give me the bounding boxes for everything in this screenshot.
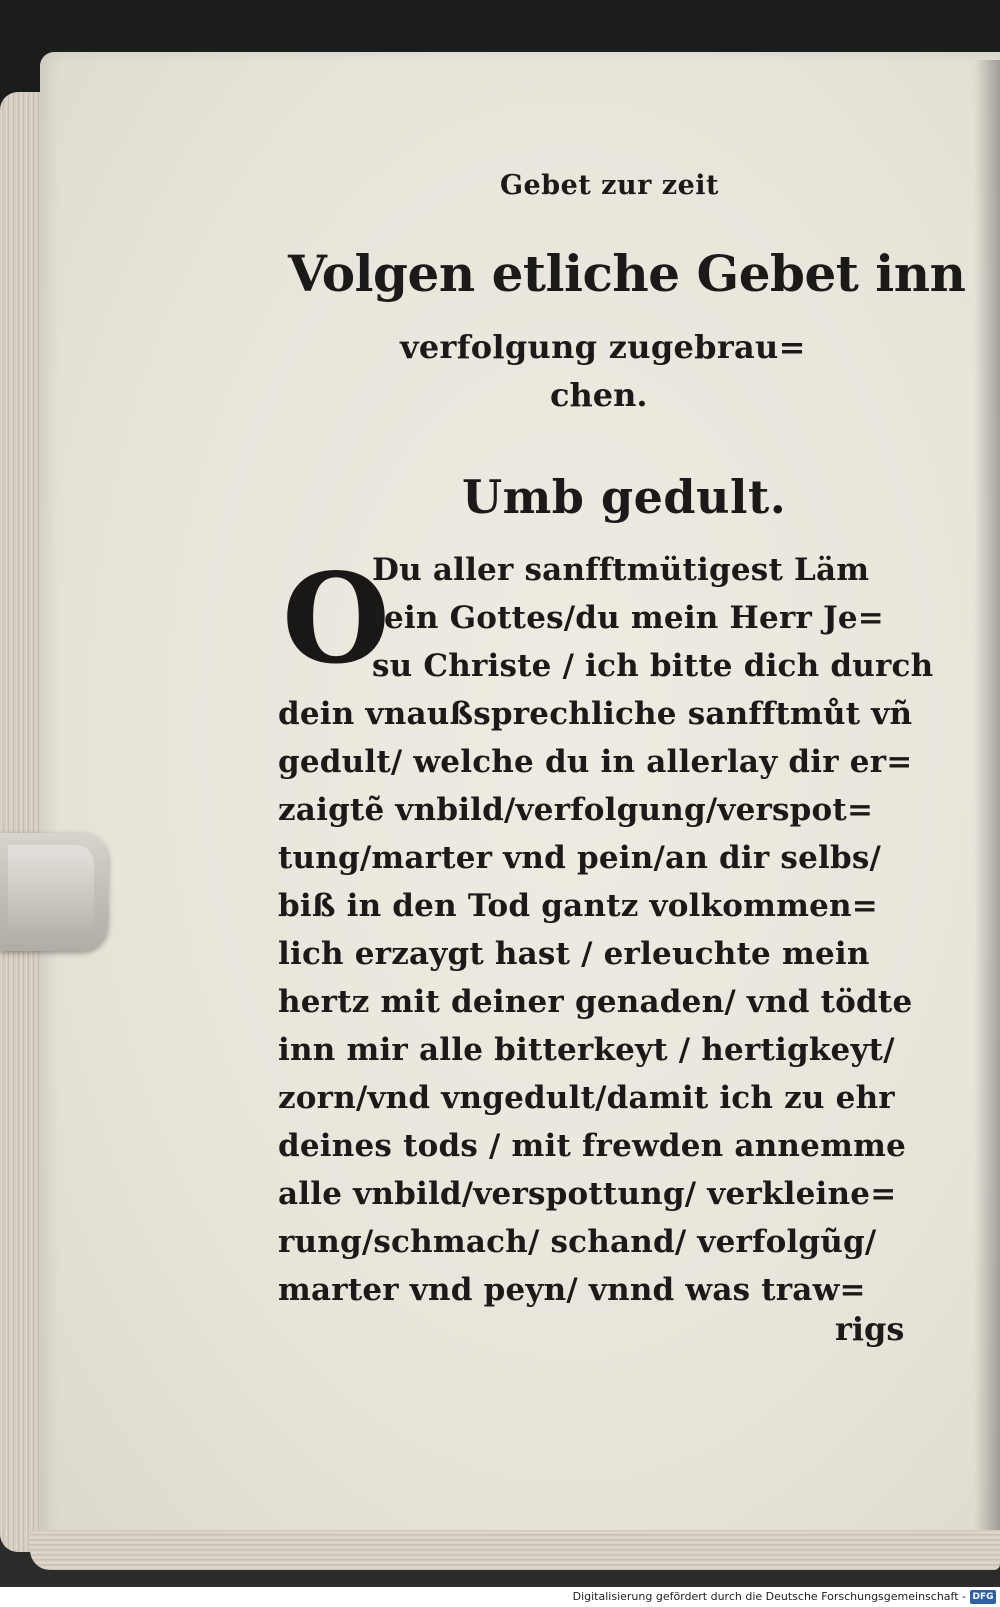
- body-line: alle vnbild/verspottung/ verkleine=: [278, 1176, 897, 1212]
- body-line: dein vnaußsprechliche sanfftmůt vñ: [278, 696, 913, 732]
- title-line-3: chen.: [550, 376, 648, 414]
- footer-credit-text: Digitalisierung gefördert durch die Deutsche Forschungsgemeinschaft -: [572, 1590, 966, 1603]
- title-line-1: Volgen etliche Gebet inn: [288, 244, 966, 303]
- running-head: Gebet zur zeit: [500, 170, 719, 201]
- body-line: deines tods / mit frewden annemme: [278, 1128, 907, 1164]
- title-line-2: verfolgung zugebrau=: [400, 328, 806, 366]
- body-line: biß in den Tod gantz volkommen=: [278, 888, 878, 924]
- drop-cap-initial: O: [282, 547, 391, 692]
- body-line: lein Gottes/du mein Herr Je=: [372, 600, 884, 636]
- body-line: rung/schmach/ schand/ verfolgũg/: [278, 1224, 877, 1260]
- body-line: marter vnd peyn/ vnnd was traw=: [278, 1272, 866, 1308]
- body-line: inn mir alle bitterkeyt / hertigkeyt/: [278, 1032, 895, 1068]
- body-line: gedult/ welche du in allerlay dir er=: [278, 744, 913, 780]
- body-line: zorn/vnd vngedult/damit ich zu ehr: [278, 1080, 895, 1116]
- body-line: Du aller sanfftmütigest Läm: [372, 552, 870, 588]
- body-line: tung/marter vnd pein/an dir selbs/: [278, 840, 882, 876]
- section-subtitle: Umb gedult.: [462, 470, 787, 524]
- dfg-logo: DFG: [970, 1590, 996, 1604]
- body-line: hertz mit deiner genaden/ vnd tödte: [278, 984, 913, 1020]
- body-line: su Christe / ich bitte dich durch: [372, 648, 934, 684]
- digitization-footer: [0, 1587, 1000, 1607]
- book-page-edges-bottom: [30, 1530, 1000, 1570]
- body-line: lich erzaygt hast / erleuchte mein: [278, 936, 870, 972]
- catchword: rigs: [835, 1310, 905, 1348]
- body-line: zaigtẽ vnbild/verfolgung/verspot=: [278, 792, 874, 828]
- page-holder-clip: [0, 833, 108, 951]
- gutter-shadow: [974, 60, 1000, 1550]
